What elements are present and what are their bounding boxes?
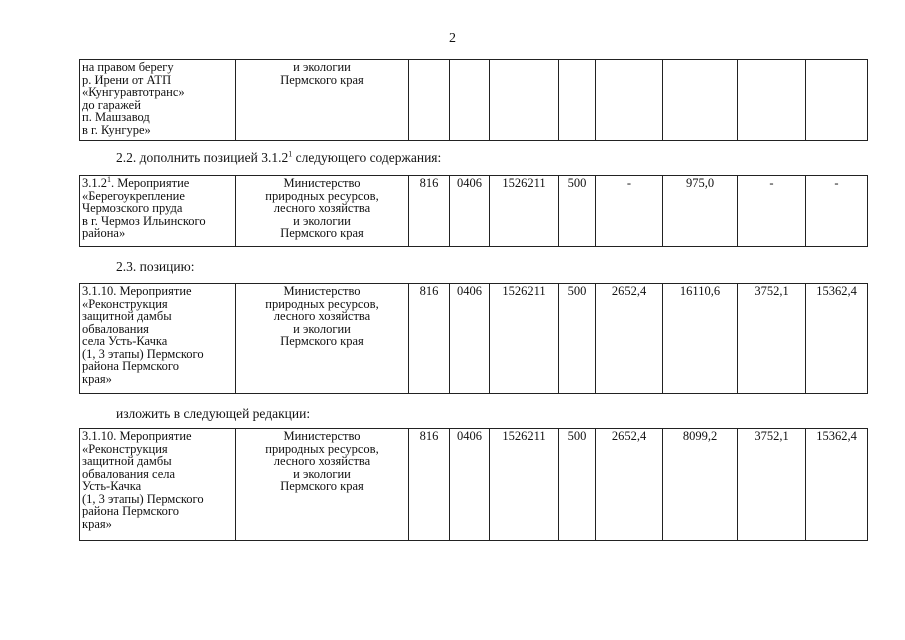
- code-cell: 500: [559, 284, 596, 394]
- table-position-3-1-2-1: [79, 175, 868, 247]
- code-cell: 500: [559, 429, 596, 541]
- measure-name-cell: на правом берегу р. Ирени от АТП «Кунгуравтотранс» до гаражей п. Машзавод в г. Кунгуре»: [80, 60, 236, 141]
- superscript: 1: [288, 149, 293, 159]
- code-cell: 1526211: [490, 429, 559, 541]
- superscript: 1: [107, 175, 111, 184]
- code-cell: 0406: [450, 284, 490, 394]
- code-cell: 500: [559, 176, 596, 247]
- measure-code: 3.1.2: [82, 176, 107, 190]
- value-cell: -: [738, 176, 806, 247]
- value-cell: [596, 60, 663, 141]
- measure-name-cell: 3.1.10. Мероприятие «Реконструкция защитной дамбы обвалования села Усть-Качка (1, 3 этапы) Пермского района Пермского края»: [80, 429, 236, 541]
- responsible-cell: Министерство природных ресурсов, лесного хозяйства и экологии Пермского края: [236, 284, 409, 394]
- table-position-3-1-10-new: [79, 428, 868, 541]
- value-cell: 8099,2: [663, 429, 738, 541]
- page-number: 2: [449, 31, 456, 46]
- responsible-cell: Министерство природных ресурсов, лесного хозяйства и экологии Пермского края: [236, 176, 409, 247]
- table-row: [80, 429, 868, 541]
- value-cell: [663, 60, 738, 141]
- paragraph-text: следующего содержания:: [292, 150, 442, 165]
- value-cell: 2652,4: [596, 429, 663, 541]
- table-continuation: [79, 59, 868, 141]
- table-position-3-1-10-old: [79, 283, 868, 394]
- code-cell: 0406: [450, 429, 490, 541]
- code-cell: 816: [409, 429, 450, 541]
- table-row: [80, 284, 868, 394]
- code-cell: 816: [409, 176, 450, 247]
- value-cell: 2652,4: [596, 284, 663, 394]
- code-cell: 0406: [450, 176, 490, 247]
- code-cell: [450, 60, 490, 141]
- measure-name-cell: 3.1.10. Мероприятие «Реконструкция защитной дамбы обвалования села Усть-Качка (1, 3 этапы) Пермского района Пермского края»: [80, 284, 236, 394]
- measure-name: . Мероприятие «Берегоукрепление Чермозского пруда в г. Чермоз Ильинского района»: [82, 176, 206, 240]
- code-cell: [490, 60, 559, 141]
- paragraph-new-edition: изложить в следующей редакции:: [116, 406, 311, 421]
- value-cell: [806, 60, 868, 141]
- code-cell: 816: [409, 284, 450, 394]
- value-cell: 15362,4: [806, 284, 868, 394]
- value-cell: -: [596, 176, 663, 247]
- responsible-cell: и экологии Пермского края: [236, 60, 409, 141]
- paragraph-text: 2.2. дополнить позицией 3.1.2: [116, 150, 289, 165]
- measure-name-cell: [80, 176, 236, 247]
- responsible-cell: Министерство природных ресурсов, лесного хозяйства и экологии Пермского края: [236, 429, 409, 541]
- value-cell: -: [806, 176, 868, 247]
- value-cell: 975,0: [663, 176, 738, 247]
- table-row: [80, 176, 868, 247]
- code-cell: [559, 60, 596, 141]
- code-cell: 1526211: [490, 284, 559, 394]
- code-cell: [409, 60, 450, 141]
- table-row: [80, 60, 868, 141]
- code-cell: 1526211: [490, 176, 559, 247]
- value-cell: 3752,1: [738, 429, 806, 541]
- value-cell: [738, 60, 806, 141]
- value-cell: 16110,6: [663, 284, 738, 394]
- value-cell: 15362,4: [806, 429, 868, 541]
- paragraph-position: 2.3. позицию:: [116, 259, 195, 274]
- value-cell: 3752,1: [738, 284, 806, 394]
- paragraph-add-position: [116, 150, 441, 166]
